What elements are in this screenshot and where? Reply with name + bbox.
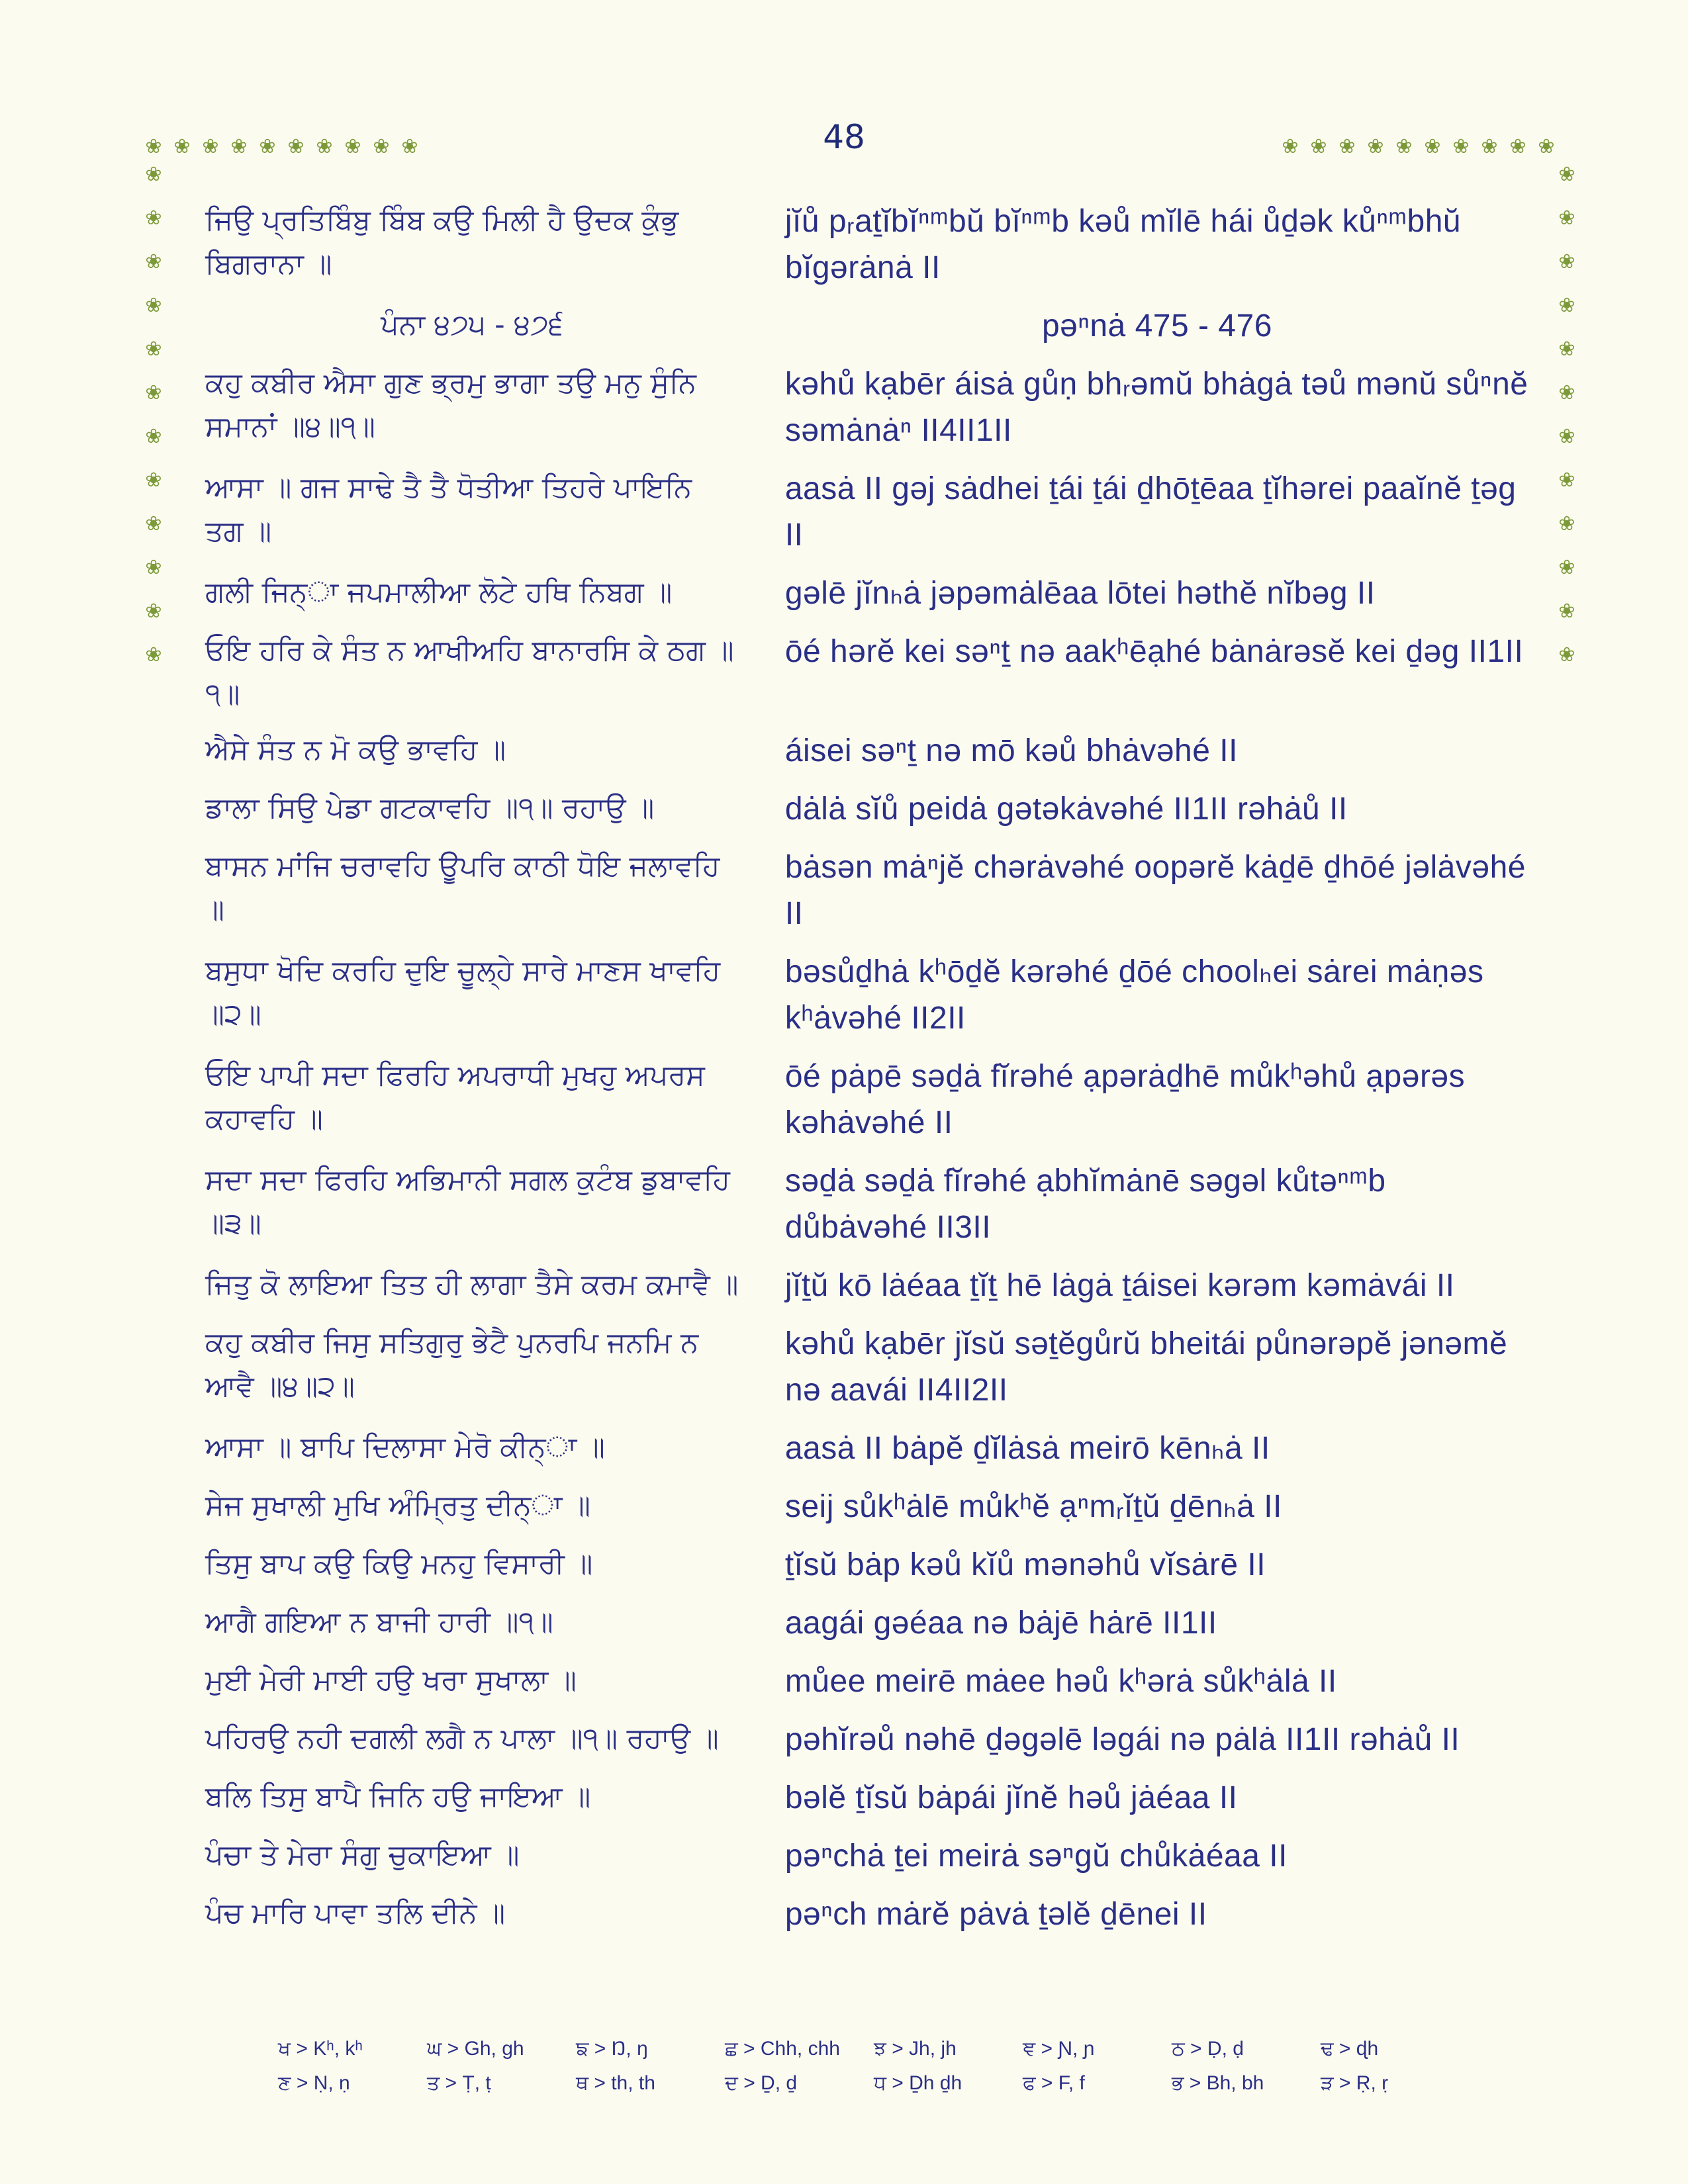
verse-row [205,1891,1529,1938]
transliteration-text: gəlē jĭnₕȧ jəpəmȧlēaa lōtei həthĕ nĭbəg II [784,576,1376,611]
flower-ornament-icon: ❀ [145,135,162,158]
transliteration-text: ōé hərĕ kei səⁿṯ nə aakʰēạhé bȧnȧrəsĕ kei ḏəg II1II [784,634,1524,669]
page-range-heading [205,303,1529,349]
flower-ornament-icon: ❀ [1424,135,1441,158]
gurmukhi-text: ਬਲਿ ਤਿਸੁ ਬਾਪੈ ਜਿਨਿ ਹਉ ਜਾਇਆ ॥ [205,1780,591,1813]
legend-item: ਥ > th, th [576,2072,655,2094]
transliteration-text: kəhů kạbēr jĭsŭ səṯĕgůrŭ bheitái půnərəpĕ jənəmĕ nə aavái II4II2II [784,1326,1508,1408]
verse-row [205,949,1529,1042]
gurmukhi-text: ਸਦਾ ਸਦਾ ਫਿਰਹਿ ਅਭਿਮਾਨੀ ਸਗਲ ਕੁਟੰਬ ਡੁਬਾਵਹਿ ॥੩॥ [205,1163,730,1240]
flower-ornament-icon: ❀ [1558,425,1575,448]
transliteration-text: kəhů kạbēr áisȧ gůṇ bhᵣəmŭ bhȧgȧ təů mənŭ sůⁿnĕ səmȧnȧⁿ II4II1II [784,367,1528,448]
gurmukhi-text: ਕਹੁ ਕਬੀਰ ਜਿਸੁ ਸਤਿਗੁਰੁ ਭੇਟੈ ਪੁਨਰਪਿ ਜਨਮਿ ਨ ਆਵੈ ॥੪॥੨॥ [205,1326,699,1403]
gurmukhi-text: ਓਇ ਹਰਿ ਕੇ ਸੰਤ ਨ ਆਖੀਅਹਿ ਬਾਨਾਰਸਿ ਕੇ ਠਗ ॥੧॥ [205,634,734,711]
verse-row [205,1321,1529,1414]
gurmukhi-text: ਬਸੁਧਾ ਖੋਦਿ ਕਰਹਿ ਦੁਇ ਚੂਲ੍ਹੇ ਸਾਰੇ ਮਾਣਸ ਖਾਵਹਿ ॥੨॥ [205,954,721,1031]
transliteration-text: bəlĕ ṯĭsŭ bȧpái jĭnĕ həů jȧéaa II [784,1780,1238,1815]
gurmukhi-text: ਪੰਚ ਮਾਰਿ ਪਾਵਾ ਤਲਿ ਦੀਨੇ ॥ [205,1897,506,1930]
gurmukhi-text: ਮੁਈ ਮੇਰੀ ਮਾਈ ਹਉ ਖਰਾ ਸੁਖਾਲਾ ॥ [205,1664,577,1697]
flower-ornament-icon: ❀ [202,135,219,158]
transliteration-text: pəⁿch mȧrĕ pȧvȧ ṯəlĕ ḏēnei II [784,1897,1207,1932]
flower-ornament-icon: ❀ [145,425,162,448]
flower-ornament-icon: ❀ [1367,135,1384,158]
flower-ornament-icon: ❀ [1558,294,1575,317]
gurmukhi-text: ਗਲੀ ਜਿਨ੍ਾ ਜਪਮਾਲੀਆ ਲੋਟੇ ਹਥਿ ਨਿਬਗ ॥ [205,576,673,609]
flower-ornament-icon: ❀ [1558,643,1575,666]
legend-item: ਞ > Ɲ, ɲ [1023,2038,1095,2060]
flower-ornament-icon: ❀ [1558,512,1575,535]
verse-row [205,1775,1529,1821]
verse-row [205,629,1529,716]
legend-item: ਤ > Ṭ, ṭ [427,2072,491,2094]
legend-item: ਦ > Ḏ, ḏ [725,2072,798,2094]
flower-ornament-icon: ❀ [1338,135,1356,158]
transliteration-text: aagái gəéaa nə bȧjē hȧrē II1II [784,1606,1217,1641]
transliteration-text: aasȧ II gəj sȧdhei ṯái ṯái ḏhōṯēaa ṯĭhərei paaĭnĕ ṯəg II [784,471,1517,553]
flower-ornament-icon: ❀ [145,469,162,492]
verse-row [205,1263,1529,1309]
flower-ornament-icon: ❀ [145,206,162,230]
flower-ornament-icon: ❀ [230,135,248,158]
legend-item: ਘ > Gh, gh [427,2038,524,2060]
legend-item: ਧ > Ḏh ḏh [874,2072,962,2094]
verse-row [205,466,1529,559]
gurmukhi-text: ਸੇਜ ਸੁਖਾਲੀ ਮੁਖਿ ਅੰਮ੍ਰਿਤੁ ਦੀਨ੍ਾ ॥ [205,1489,590,1522]
flower-ornament-icon: ❀ [145,250,162,273]
page-number: 48 [823,118,865,156]
transliteration-text: pəⁿnȧ 475 - 476 [1041,308,1272,343]
transliteration-text: pəⁿchȧ ṯei meirȧ səⁿgŭ chůkȧéaa II [784,1839,1288,1874]
flower-ornament-icon: ❀ [145,643,162,666]
transliteration-text: seij sůkʰȧlē můkʰĕ ạⁿmᵣĭṯŭ ḏēnₕȧ II [784,1489,1282,1524]
transliteration-text: áisei səⁿṯ nə mō kəů bhȧvəhé II [784,733,1238,768]
verse-row [205,1484,1529,1530]
flower-ornament-icon: ❀ [145,600,162,623]
flower-ornament-icon: ❀ [1558,338,1575,361]
flower-ornament-icon: ❀ [1538,135,1555,158]
flower-ornament-icon: ❀ [145,512,162,535]
legend-item: ਝ > Jh, jh [874,2038,957,2060]
flower-ornament-icon: ❀ [1395,135,1413,158]
transliteration-text: jĭů pᵣaṯĭbĭⁿᵐbŭ bĭⁿᵐb kəů mĭlē hái ůḏək kůⁿᵐbhŭ bĭgərȧnȧ II [784,204,1462,285]
flower-ornament-icon: ❀ [145,163,162,186]
legend-item: ਖ > Kʰ, kʰ [278,2038,363,2060]
flower-ornament-icon: ❀ [401,135,418,158]
flower-ornament-icon: ❀ [1558,600,1575,623]
legend-row [278,2032,1470,2066]
verse-row [205,570,1529,617]
verse-row [205,1833,1529,1880]
flower-ornament-icon: ❀ [145,556,162,579]
legend-row [278,2066,1470,2101]
transliteration-legend [278,2032,1470,2101]
gurmukhi-text: ਜਿਉ ਪ੍ਰਤਿਬਿੰਬੁ ਬਿੰਬ ਕਉ ਮਿਲੀ ਹੈ ਉਦਕ ਕੁੰਭੁ ਬਿਗਰਾਨਾ ॥ [205,204,679,281]
transliteration-text: ōé pȧpē səḏȧ fĭrəhé ạpərȧḏhē můkʰəhů ạpərəs kəhȧvəhé II [784,1059,1466,1140]
verse-row [205,1426,1529,1472]
flower-ornament-icon: ❀ [1282,135,1299,158]
transliteration-text: səḏȧ səḏȧ fĭrəhé ạbhĭmȧnē səgəl kůtəⁿᵐb důbȧvəhé II3II [784,1163,1386,1245]
flower-ornament-icon: ❀ [344,135,361,158]
legend-item: ੜ > Ṛ, ṛ [1321,2072,1389,2094]
gurmukhi-text: ਪਹਿਰਉ ਨਹੀ ਦਗਲੀ ਲਗੈ ਨ ਪਾਲਾ ॥੧॥ ਰਹਾਉ ॥ [205,1722,719,1755]
flower-ornament-icon: ❀ [259,135,276,158]
verse-row [205,728,1529,774]
transliteration-text: dȧlȧ sĭů peidȧ gətəkȧvəhé II1II rəhȧů II [784,792,1348,827]
verse-row [205,361,1529,454]
flower-ornament-icon: ❀ [1558,556,1575,579]
transliteration-text: ṯĭsŭ bȧp kəů kĭů mənəhů vĭsȧrē II [784,1547,1266,1582]
gurmukhi-text: ਕਹੁ ਕਬੀਰ ਐਸਾ ਗੁਣ ਭ੍ਰਮੁ ਭਾਗਾ ਤਉ ਮਨੁ ਸੁੰਨਿ ਸਮਾਨਾਂ ॥੪॥੧॥ [205,367,696,443]
gurmukhi-text: ਐਸੇ ਸੰਤ ਨ ਮੋ ਕਉ ਭਾਵਹਿ ॥ [205,733,506,766]
flower-ornament-icon: ❀ [1310,135,1327,158]
verse-row [205,844,1529,937]
verse-row [205,199,1529,291]
transliteration-text: můee meirē mȧee həů kʰərȧ sůkʰȧlȧ II [784,1664,1337,1699]
gurmukhi-text: ਆਸਾ ॥ ਗਜ ਸਾਢੇ ਤੈ ਤੈ ਧੋਤੀਆ ਤਿਹਰੇ ਪਾਇਨਿ ਤਗ ॥ [205,471,692,548]
legend-item: ਫ > F, f [1023,2072,1085,2094]
legend-item: ਠ > Ḍ, ḍ [1172,2038,1244,2060]
flower-ornament-icon: ❀ [1452,135,1470,158]
legend-item: ਭ > Bh, bh [1172,2072,1264,2094]
flower-ornament-icon: ❀ [145,338,162,361]
gurmukhi-text: ਆਸਾ ॥ ਬਾਪਿ ਦਿਲਾਸਾ ਮੇਰੋ ਕੀਨ੍ਾ ॥ [205,1431,605,1464]
flower-ornament-icon: ❀ [145,294,162,317]
verse-row [205,1659,1529,1705]
verse-row [205,1600,1529,1647]
gurmukhi-text: ਬਾਸਨ ਮਾਂਜਿ ਚਰਾਵਹਿ ਊਪਰਿ ਕਾਠੀ ਧੋਇ ਜਲਾਵਹਿ ॥ [205,850,720,927]
flower-ornament-icon: ❀ [1558,469,1575,492]
verse-row [205,1542,1529,1588]
flower-ornament-icon: ❀ [1558,163,1575,186]
gurmukhi-text: ਪੰਨਾ ੪੭੫ - ੪੭੬ [381,308,563,341]
verse-row [205,1717,1529,1763]
gurmukhi-text: ਡਾਲਾ ਸਿਉ ਪੇਡਾ ਗਟਕਾਵਹਿ ॥੧॥ ਰਹਾਉ ॥ [205,792,655,825]
flower-ornament-icon: ❀ [1558,381,1575,404]
legend-item: ਛ > Chh, chh [725,2038,840,2060]
flower-ornament-icon: ❀ [316,135,333,158]
flower-ornament-icon: ❀ [1558,250,1575,273]
legend-item: ਙ > Ŋ, ŋ [576,2038,648,2060]
transliteration-text: jĭṯŭ kō lȧéaa ṯĭṯ hē lȧgȧ ṯáisei kərəm kəmȧvái II [784,1268,1455,1303]
transliteration-text: pəhĭrəů nəhē ḏəgəlē ləgái nə pȧlȧ II1II rəhȧů II [784,1722,1460,1757]
transliteration-text: bȧsən mȧⁿjĕ chərȧvəhé oopərĕ kȧḏē ḏhōé jəlȧvəhé II [784,850,1526,931]
flower-ornament-icon: ❀ [145,381,162,404]
gurmukhi-text: ਓਇ ਪਾਪੀ ਸਦਾ ਫਿਰਹਿ ਅਪਰਾਧੀ ਮੁਖਹੁ ਅਪਰਸ ਕਹਾਵਹਿ ॥ [205,1059,705,1136]
verse-row [205,1158,1529,1251]
legend-item: ਢ > ɖh [1321,2038,1379,2060]
flower-ornament-icon: ❀ [173,135,191,158]
verse-row [205,786,1529,833]
gurmukhi-text: ਤਿਸੁ ਬਾਪ ਕਉ ਕਿਉ ਮਨਹੁ ਵਿਸਾਰੀ ॥ [205,1547,593,1580]
flower-ornament-icon: ❀ [1481,135,1498,158]
transliteration-text: bəsůḏhȧ kʰōḏĕ kərəhé ḏōé choolₕei sȧrei mȧṇəs kʰȧvəhé II2II [784,954,1484,1036]
legend-item: ਣ > Ṇ, ṇ [278,2072,350,2094]
gurmukhi-text: ਆਗੈ ਗਇਆ ਨ ਬਾਜੀ ਹਾਰੀ ॥੧॥ [205,1606,553,1639]
flower-ornament-icon: ❀ [1509,135,1526,158]
flower-ornament-icon: ❀ [1558,206,1575,230]
verse-row [205,1054,1529,1146]
flower-ornament-icon: ❀ [373,135,390,158]
flower-ornament-icon: ❀ [287,135,305,158]
gurmukhi-text: ਪੰਚਾ ਤੇ ਮੇਰਾ ਸੰਗੁ ਚੁਕਾਇਆ ॥ [205,1839,520,1872]
verse-table [205,199,1529,1950]
gurmukhi-text: ਜਿਤੁ ਕੋ ਲਾਇਆ ਤਿਤ ਹੀ ਲਾਗਾ ਤੈਸੇ ਕਰਮ ਕਮਾਵੈ ॥ [205,1268,739,1301]
transliteration-text: aasȧ II bȧpĕ ḏĭlȧsȧ meirō kēnₕȧ II [784,1431,1270,1466]
